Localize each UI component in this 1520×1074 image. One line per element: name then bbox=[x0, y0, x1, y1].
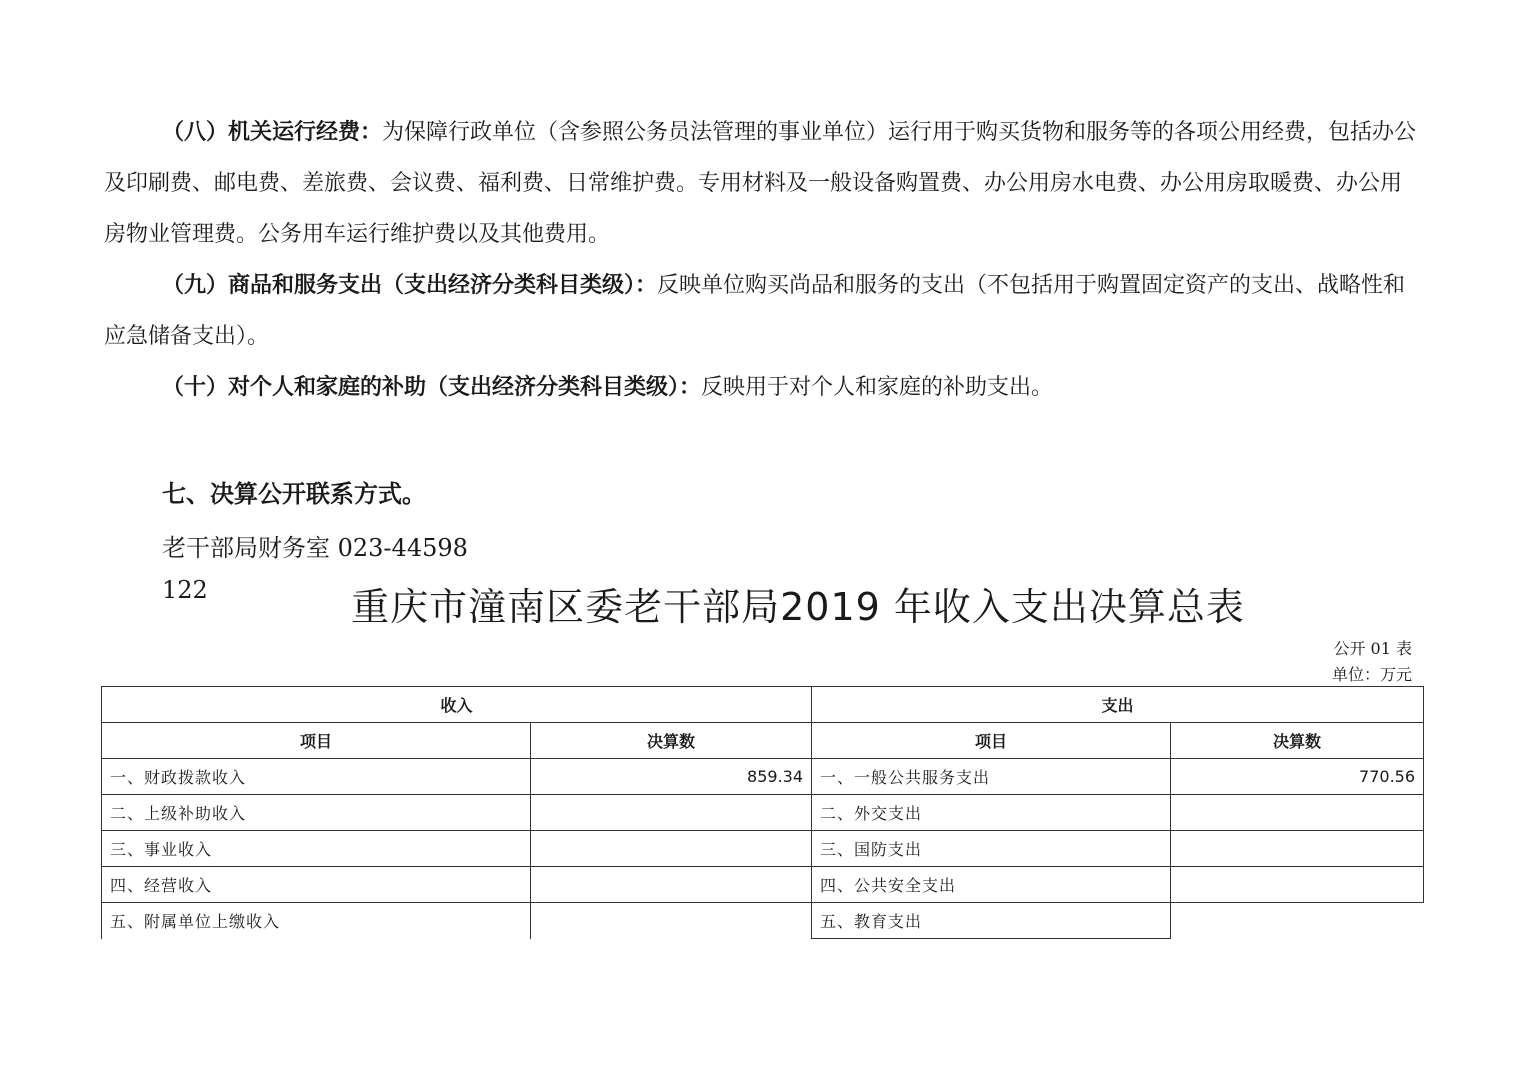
paragraph-heading: （八）机关运行经费： bbox=[162, 120, 383, 145]
expense-amount-header: 决算数 bbox=[1171, 723, 1424, 759]
paragraph-body: 反映用于对个人和家庭的补助支出。 bbox=[701, 375, 1054, 400]
income-item: 三、事业收入 bbox=[102, 831, 531, 867]
paragraph-heading: （九）商品和服务支出（支出经济分类科目类级）： bbox=[162, 273, 658, 298]
paragraph-body: 为保障行政单位（含参照公务员法管理的事业单位）运行用于购买货物和服务等的各项公用经费，包括办公及印刷费、邮电费、差旅费、会议费、福利费、日常维护费。专用材料及一般设备购置费、办公用房水电费、办公用房取暖费、办公用房物业管理费。公务用车运行维护费以及其他费用。 bbox=[104, 120, 1417, 247]
income-amount bbox=[531, 867, 812, 903]
income-group-header: 收入 bbox=[102, 687, 812, 723]
table-row bbox=[102, 903, 1424, 939]
table-row bbox=[102, 831, 1424, 867]
table-code: 公开 01 表 bbox=[1333, 639, 1412, 658]
expense-item-header: 项目 bbox=[812, 723, 1171, 759]
paragraph-heading: （十）对个人和家庭的补助（支出经济分类科目类级）： bbox=[162, 375, 702, 400]
income-item: 一、财政拨款收入 bbox=[102, 759, 531, 795]
table-row bbox=[102, 795, 1424, 831]
income-amount bbox=[531, 795, 812, 831]
report-title: 重庆市潼南区委老干部局2019 年收入支出决算总表 bbox=[351, 585, 1245, 629]
income-item: 二、上级补助收入 bbox=[102, 795, 531, 831]
expense-amount bbox=[1171, 867, 1424, 903]
contact-line-continued: 122 bbox=[162, 576, 208, 604]
expense-group-header: 支出 bbox=[812, 687, 1424, 723]
expense-amount: 770.56 bbox=[1171, 759, 1424, 795]
paragraph-goods-services bbox=[104, 260, 1420, 362]
expense-item: 四、公共安全支出 bbox=[812, 867, 1171, 903]
income-amount: 859.34 bbox=[531, 759, 812, 795]
expense-item: 三、国防支出 bbox=[812, 831, 1171, 867]
income-expense-table bbox=[101, 686, 1424, 939]
paragraph-body: 反映单位购买尚品和服务的支出（不包括用于购置固定资产的支出、战略性和应急储备支出）。 bbox=[104, 273, 1406, 349]
expense-item: 五、教育支出 bbox=[812, 903, 1171, 939]
expense-item: 一、一般公共服务支出 bbox=[812, 759, 1171, 795]
paragraph-subsidies bbox=[104, 362, 1420, 413]
table-row bbox=[102, 759, 1424, 795]
income-amount bbox=[531, 831, 812, 867]
section-heading: 七、决算公开联系方式。 bbox=[162, 480, 426, 508]
income-item: 五、附属单位上缴收入 bbox=[102, 903, 531, 939]
contact-line: 老干部局财务室 023-44598 bbox=[162, 534, 468, 562]
income-amount bbox=[531, 903, 812, 939]
income-item-header: 项目 bbox=[102, 723, 531, 759]
income-amount-header: 决算数 bbox=[531, 723, 812, 759]
table-column-header-row bbox=[102, 723, 1424, 759]
table-unit: 单位：万元 bbox=[1331, 665, 1412, 684]
paragraph-operating-expenses bbox=[104, 107, 1420, 260]
expense-amount bbox=[1171, 903, 1424, 939]
expense-amount bbox=[1171, 831, 1424, 867]
table-group-header-row bbox=[102, 687, 1424, 723]
table-row bbox=[102, 867, 1424, 903]
expense-item: 二、外交支出 bbox=[812, 795, 1171, 831]
income-item: 四、经营收入 bbox=[102, 867, 531, 903]
expense-amount bbox=[1171, 795, 1424, 831]
